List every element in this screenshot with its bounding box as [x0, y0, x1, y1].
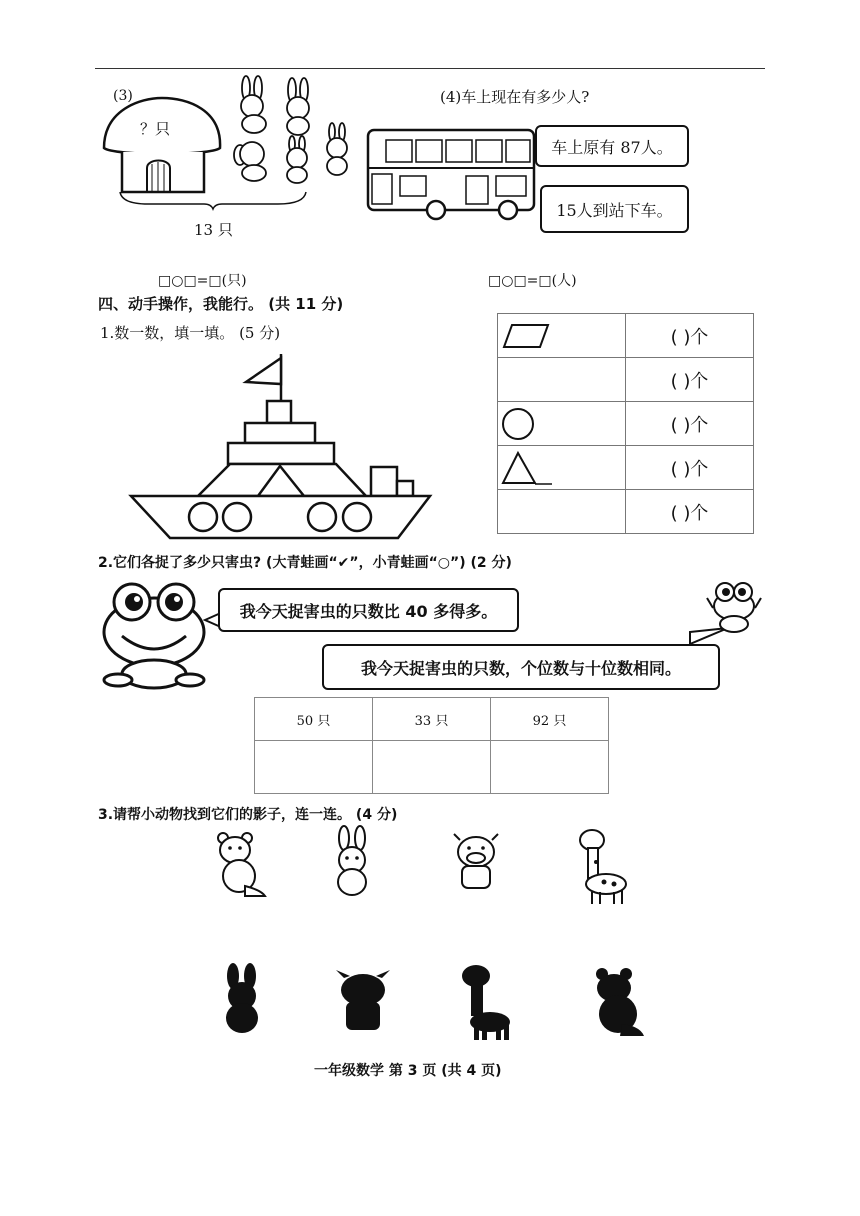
problem3-label: (3): [113, 88, 133, 104]
rabbit-icon: [330, 826, 374, 898]
page-footer: 一年级数学 第 3 页 (共 4 页): [314, 1063, 502, 1079]
shape-cell: [498, 402, 626, 446]
big-frog-speech: 我今天捉害虫的只数比 40 多得多。: [218, 588, 519, 632]
q2-title: 2.它们各捉了多少只害虫? (大青蛙画“✔”，小青蛙画“○”) (2 分): [98, 555, 512, 571]
mushroom-house-icon: [100, 96, 225, 196]
giraffe-icon: [574, 826, 632, 906]
q3-title: 3.请帮小动物找到它们的影子，连一连。 (4 分): [98, 807, 398, 823]
speech-bubble-getoff: 15人到站下车。: [540, 185, 689, 233]
answer-cell[interactable]: ( )个: [626, 314, 754, 358]
giraffe-shadow-icon: [458, 962, 516, 1042]
equation-animals: □○□=□(只): [158, 273, 247, 289]
ship-shape-figure: [128, 354, 433, 544]
total-brace: [118, 190, 308, 210]
cow-shadow-icon: [336, 970, 390, 1034]
rabbit-shadow-icon: [220, 964, 264, 1034]
option-cell: 92 只: [491, 698, 609, 741]
answer-cell[interactable]: ( )个: [626, 358, 754, 402]
option-cell: 33 只: [373, 698, 491, 741]
triangle-icon: [500, 451, 556, 485]
answer-cell[interactable]: ( )个: [626, 490, 754, 534]
mark-cell[interactable]: [373, 741, 491, 794]
small-frog-speech: 我今天捉害虫的只数，个位数与十位数相同。: [322, 644, 720, 690]
mark-cell[interactable]: [491, 741, 609, 794]
option-cell: 50 只: [255, 698, 373, 741]
problem4-title: (4)车上现在有多少人?: [440, 88, 590, 106]
shape-cell: [498, 358, 626, 402]
total-label: 13 只: [194, 221, 233, 239]
rabbits-group-icon: [232, 80, 362, 190]
small-frog-icon: [705, 578, 763, 634]
bus-icon: [366, 126, 538, 221]
equation-people: □○□=□(人): [488, 273, 577, 289]
speech-bubble-original: 车上原有 87人。: [535, 125, 689, 167]
shape-cell: [498, 446, 626, 490]
section-heading: 四、动手操作，我能行。 (共 11 分): [98, 295, 344, 313]
frog-answer-table: [254, 697, 609, 794]
answer-cell[interactable]: ( )个: [626, 446, 754, 490]
shape-cell: [498, 490, 626, 534]
bear-shadow-icon: [592, 966, 646, 1038]
parallelogram-icon: [502, 323, 550, 349]
big-frog-icon: [100, 580, 208, 690]
q1-title: 1.数一数，填一填。 (5 分): [100, 324, 281, 342]
answer-cell[interactable]: ( )个: [626, 402, 754, 446]
unknown-count-label: ？只: [140, 120, 171, 138]
header-rule: [95, 68, 765, 69]
bear-icon: [215, 830, 269, 900]
cow-icon: [450, 832, 502, 894]
circle-icon: [500, 407, 540, 441]
mark-cell[interactable]: [255, 741, 373, 794]
shape-cell: [498, 314, 626, 358]
shape-count-table: [497, 313, 754, 534]
